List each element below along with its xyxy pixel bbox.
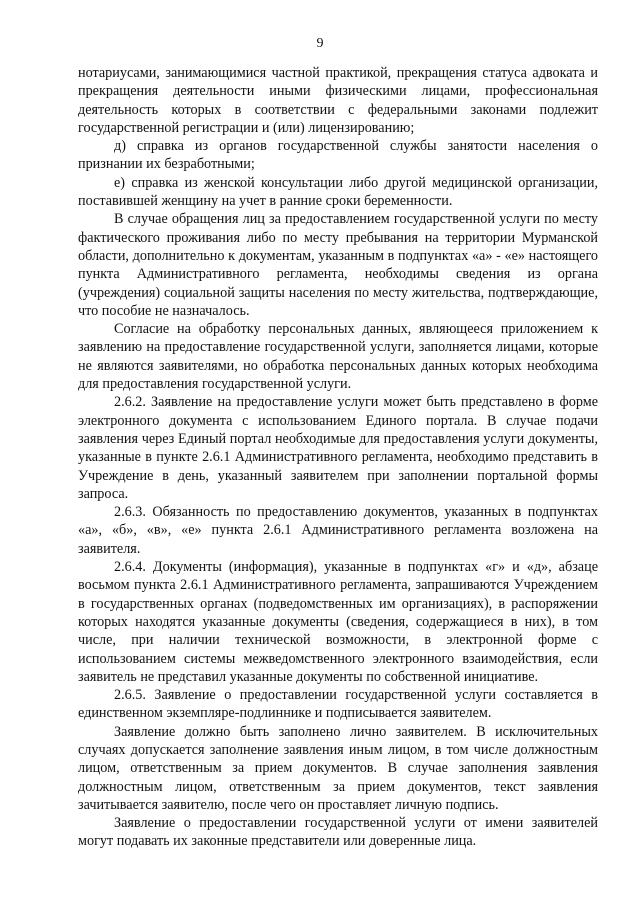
document-body [78, 64, 598, 851]
paragraph-2-6-4: 2.6.4. Документы (информация), указанные в подпунктах «г» и «д», абзаце восьмом пункта 2.6.1 Административного регламента, запрашиваются Учреждением в государственных органах (подведомственных им организациях), в распоряжении которых находятся указанные документы (сведения, содержащиеся в них), в том числе, при наличии технической возможности, в электронной форме с использованием системы межведомственного электронного взаимодействия, если заявитель не представил указанные документы по собственной инициативе. [78, 559, 598, 685]
paragraph-personal-filling: Заявление должно быть заполнено лично заявителем. В исключительных случаях допускается заполнение заявления иным лицом, в том числе должностным лицом, ответственным за прием документов. В случае заполнения заявления должностным лицом, ответственным за прием документов, текст заявления зачитывается заявителю, после чего он проставляет личную подпись. [78, 723, 598, 813]
page-number: 9 [316, 36, 324, 51]
paragraph-2-6-3: 2.6.3. Обязанность по предоставлению документов, указанных в подпунктах «а», «б», «в», «е» пункта 2.6.1 Административного регламента возложена на заявителя. [78, 504, 598, 557]
paragraph-2-6-2: 2.6.2. Заявление на предоставление услуги может быть представлено в форме электронного документа с использованием Единого портала. В случае подачи заявления через Единый портал необходимые для предоставления услуги документы, указанные в пункте 2.6.1 Административного регламента, необходимо представить в Учреждение в день, указанный заявителем при заполнении портальной формы запроса. [78, 394, 598, 502]
paragraph-personal-data-consent: Согласие на обработку персональных данных, являющееся приложением к заявлению на предоставление государственной услуги, заполняется лицами, которые не являются заявителями, но обработка персональных данных которых необходима для предоставления государственной услуги. [78, 321, 598, 393]
paragraph-representatives: Заявление о предоставлении государственной услуги от имени заявителей могут подавать их законные представители или доверенные лица. [78, 815, 598, 850]
paragraph-item-e: е) справка из женской консультации либо другой медицинской организации, поставившей женщину на учет в ранние сроки беременности. [78, 174, 598, 210]
paragraph-2-6-5: 2.6.5. Заявление о предоставлении государственной услуги составляется в единственном экземпляре-подлиннике и подписывается заявителем. [78, 687, 598, 722]
paragraph-continuation: нотариусами, занимающимися частной практикой, прекращения статуса адвоката и прекращения деятельности иными физическими лицами, профессиональная деятельность которых в соответствии с федеральными законами подлежит государственной регистрации и (или) лицензированию; [78, 65, 598, 136]
paragraph-item-d: д) справка из органов государственной службы занятости населения о признании их безработными; [78, 138, 598, 173]
paragraph-residence-case: В случае обращения лиц за предоставлением государственной услуги по месту фактического проживания либо по месту пребывания на территории Мурманской области, дополнительно к документам, указанным в подпунктах «а» - «е» настоящего пункта Административного регламента, необходимы сведения из органа (учреждения) социальной защиты населения по месту жительства, подтверждающие, что пособие не назначалось. [78, 211, 598, 319]
